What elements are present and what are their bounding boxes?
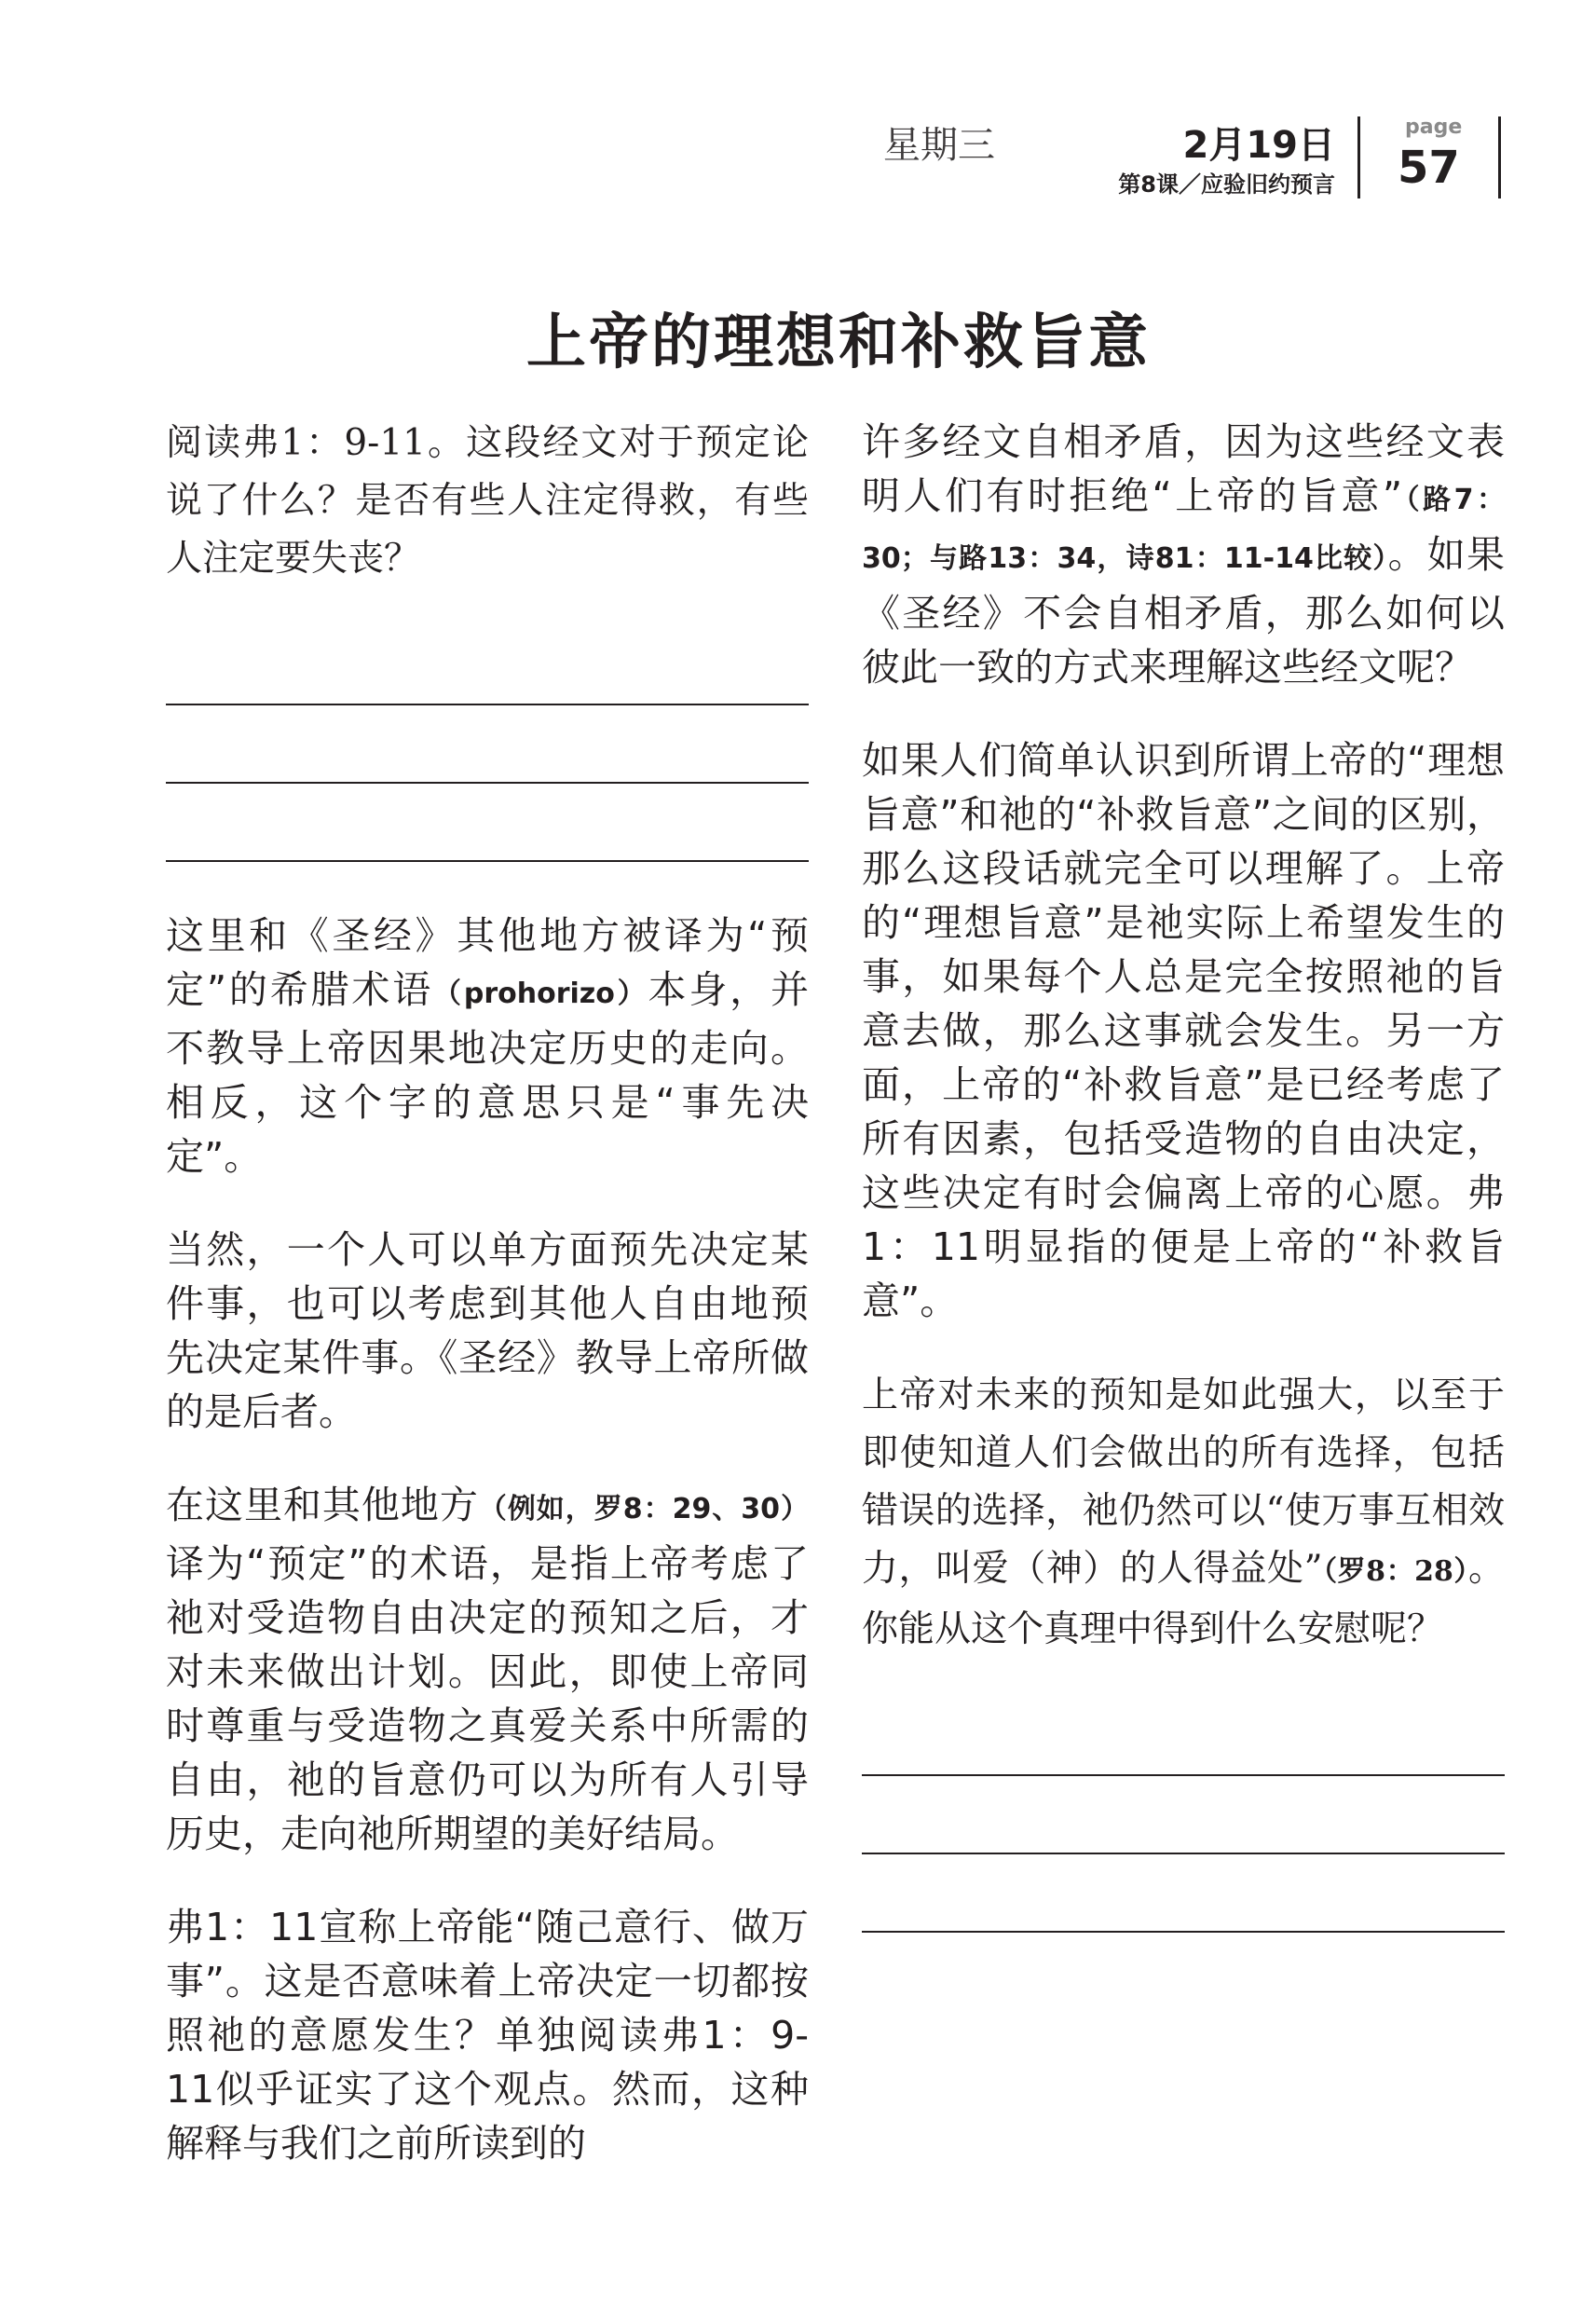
text-segment: 。你能从这个真理中得到什么安慰呢？ bbox=[862, 1548, 1505, 1650]
right-paragraph-2: 如果人们简单认识到所谓上帝的“理想旨意”和祂的“补救旨意”之间的区别，那么这段话就完全可以理解了。上帝的“理想旨意”是祂实际上希望发生的事，如果每个人总是完全按照祂的旨意去做，那么这事就会发生。另一方面，上帝的“补救旨意”是已经考虑了所有因素，包括受造物的自由决定，这些决定有时会偏离上帝的心愿。弗1：11明显指的便是上帝的“补救旨意”。 bbox=[862, 738, 1505, 1323]
answer-line[interactable] bbox=[862, 1854, 1505, 1933]
left-paragraph-2: 当然，一个人可以单方面预先决定某件事，也可以考虑到其他人自由地预先决定某件事。《圣经》教导上帝所做的是后者。 bbox=[166, 1227, 809, 1434]
scripture-reference: （路7：30；与路13：34，诗81：11-14比较） bbox=[862, 484, 1506, 575]
text-segment: 在这里和其他地方 bbox=[166, 1483, 479, 1527]
header-weekday: 星期三 bbox=[883, 124, 995, 167]
text-segment: 这里和《圣经》其他地方被译为“预定”的希腊术语 bbox=[166, 913, 809, 1012]
answer-line[interactable] bbox=[862, 1776, 1505, 1854]
header-lesson: 第8课／应验旧约预言 bbox=[1118, 171, 1335, 198]
question-2 bbox=[862, 1367, 1505, 1659]
scripture-reference: （例如，罗8：29、30） bbox=[478, 1493, 810, 1525]
answer-line[interactable] bbox=[862, 1698, 1505, 1776]
header-separator bbox=[1357, 116, 1360, 198]
answer-line[interactable] bbox=[166, 627, 809, 705]
header-date: 2月19日 bbox=[1182, 124, 1335, 167]
left-paragraph-3 bbox=[166, 1478, 809, 1861]
text-segment: 本身，并不教导上帝因果地决定历史的走向。相反，这个字的意思只是“事先决定”。 bbox=[166, 967, 809, 1179]
text-segment: 许多经文自相矛盾，因为这些经文表明人们有时拒绝“上帝的旨意” bbox=[862, 419, 1505, 518]
answer-line[interactable] bbox=[166, 705, 809, 784]
header-right-rule bbox=[1498, 116, 1501, 198]
question-1: 阅读弗1：9-11。这段经文对于预定论说了什么？是否有些人注定得救，有些人注定要失丧？ bbox=[166, 422, 809, 580]
text-segment: 译为“预定”的术语，是指上帝考虑了祂对受造物自由决定的预知之后，才对未来做出计划。因此，即使上帝同时尊重与受造物之真爱关系中所需的自由，祂的旨意仍可以为所有人引导历史，走向祂所期望的美好结局。 bbox=[166, 1541, 809, 1856]
left-paragraph-4: 弗1：11宣称上帝能“随己意行、做万事”。这是否意味着上帝决定一切都按照祂的意愿发生？单独阅读弗1：9-11似乎证实了这个观点。然而，这种解释与我们之前所读到的 bbox=[166, 1905, 809, 2166]
page-title: 上帝的理想和补救旨意 bbox=[526, 308, 1151, 377]
answer-lines-2[interactable] bbox=[862, 1698, 1505, 1933]
text-segment: 。如果《圣经》不会自相矛盾，那么如何以彼此一致的方式来理解这些经文呢？ bbox=[862, 532, 1505, 690]
right-column bbox=[862, 415, 1505, 1979]
answer-line[interactable] bbox=[166, 784, 809, 862]
page-number: 57 bbox=[1398, 142, 1460, 194]
answer-lines-1[interactable] bbox=[166, 627, 809, 862]
greek-term: （prohorizo） bbox=[433, 978, 648, 1010]
text-segment: 上帝对未来的预知是如此强大，以至于即使知道人们会做出的所有选择，包括错误的选择，祂仍然可以“使万事互相效力，叫爱（神）的人得益处” bbox=[862, 1374, 1505, 1590]
page-label: page bbox=[1405, 116, 1463, 139]
left-paragraph-1 bbox=[166, 909, 809, 1183]
scripture-reference: （罗8：28） bbox=[1322, 1555, 1468, 1588]
left-column bbox=[166, 415, 809, 2209]
right-paragraph-1 bbox=[862, 415, 1505, 694]
